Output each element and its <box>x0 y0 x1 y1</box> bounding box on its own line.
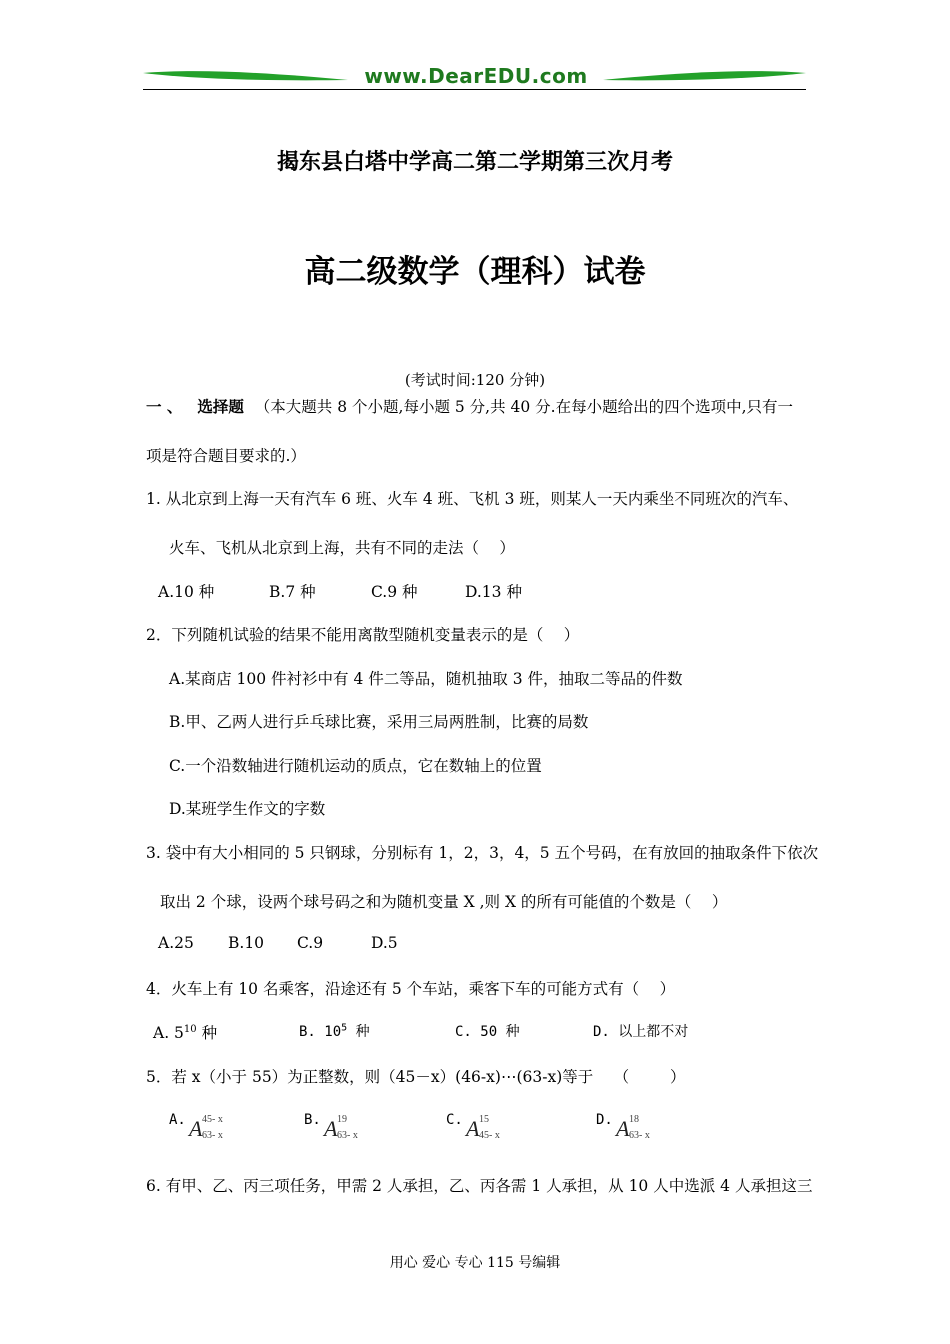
q2-option-a: A.某商店 100 件衬衫中有 4 件二等品，随机抽取 3 件，抽取二等品的件数 <box>169 670 683 688</box>
q5-option-b <box>304 1112 384 1146</box>
exam-time: (考试时间:120 分钟) <box>404 371 546 389</box>
q5-option-c-sup: 15 <box>479 1114 489 1125</box>
q4-option-b-unit: 种 <box>347 1024 370 1040</box>
q1-stem-cont: 火车、飞机从北京到上海，共有不同的走法（ ） <box>169 539 515 557</box>
q5-option-b-sub: 63- x <box>337 1130 358 1141</box>
q1-stem: 1. 从北京到上海一天有汽车 6 班、火车 4 班、飞机 3 班，则某人一天内乘坐不同班次的汽车、 <box>146 490 799 508</box>
q3-option-d: D.5 <box>371 934 398 952</box>
q2-option-b: B.甲、乙两人进行乒乓球比赛，采用三局两胜制，比赛的局数 <box>169 713 589 731</box>
q3-option-a: A.25 <box>158 934 194 952</box>
section-intro-cont: 项是符合题目要求的.） <box>146 447 306 465</box>
q3-option-b: B.10 <box>228 934 265 952</box>
q5-option-c <box>446 1112 526 1146</box>
q4-option-a-base: A. 5 <box>153 1024 184 1042</box>
q4-stem: 4．火车上有 10 名乘客，沿途还有 5 个车站，乘客下车的可能方式有（ ） <box>146 980 676 998</box>
q5-option-c-symbol: A <box>466 1116 480 1141</box>
header-rule <box>143 89 806 90</box>
page-footer: 用心 爱心 专心 115 号编辑 <box>389 1255 561 1271</box>
q3-stem-cont: 取出 2 个球，设两个球号码之和为随机变量 X ,则 X 的所有可能值的个数是（ ） <box>160 893 728 911</box>
header-banner <box>143 62 806 92</box>
q4-option-d: D. 以上都不对 <box>593 1024 689 1040</box>
q3-option-c: C.9 <box>297 934 324 952</box>
q5-option-a-sup: 45- x <box>202 1114 223 1125</box>
q6-stem: 6. 有甲、乙、丙三项任务，甲需 2 人承担，乙、丙各需 1 人承担，从 10 人中选派 4 人承担这三 <box>146 1177 813 1195</box>
q1-option-d: D.13 种 <box>465 583 522 601</box>
q3-stem: 3. 袋中有大小相同的 5 只钢球，分别标有 1，2，3，4，5 五个号码，在有放回的抽取条件下依次 <box>146 844 819 862</box>
q4-option-b-base: B. 10 <box>299 1024 342 1040</box>
q4-option-b-exponent: 5 <box>341 1022 348 1034</box>
q1-option-b: B.7 种 <box>269 583 316 601</box>
q5-option-b-label: B. <box>304 1112 321 1128</box>
q5-option-d-symbol: A <box>616 1116 630 1141</box>
q2-option-d: D.某班学生作文的字数 <box>169 800 326 818</box>
q5-option-a-sub: 63- x <box>202 1130 223 1141</box>
q5-option-d <box>596 1112 676 1146</box>
q4-option-a-exponent: 10 <box>183 1023 197 1035</box>
q5-option-b-symbol: A <box>324 1116 338 1141</box>
q5-option-d-sup: 18 <box>629 1114 639 1125</box>
left-swoosh-icon <box>143 70 348 84</box>
q5-option-c-sub: 45- x <box>479 1130 500 1141</box>
q2-option-c: C.一个沿数轴进行随机运动的质点，它在数轴上的位置 <box>169 757 542 775</box>
section-number: 一 、 <box>146 397 183 416</box>
q1-option-a: A.10 种 <box>158 583 215 601</box>
right-swoosh-icon <box>603 70 806 84</box>
section-intro: （本大题共 8 个小题,每小题 5 分,共 40 分.在每小题给出的四个选项中,只有一 <box>254 398 794 416</box>
q5-option-d-sub: 63- x <box>629 1130 650 1141</box>
q5-option-d-label: D. <box>596 1112 613 1128</box>
q5-option-a-symbol: A <box>189 1116 203 1141</box>
section-heading <box>146 395 793 417</box>
paper-title: 高二级数学（理科）试卷 <box>304 254 646 290</box>
q2-stem: 2．下列随机试验的结果不能用离散型随机变量表示的是（ ） <box>146 626 580 644</box>
q5-option-c-label: C. <box>446 1112 463 1128</box>
q4-option-a-unit: 种 <box>196 1024 218 1042</box>
q1-option-c: C.9 种 <box>371 583 418 601</box>
q5-option-b-sup: 19 <box>337 1114 347 1125</box>
q4-option-b <box>299 1021 370 1041</box>
q5-option-a <box>169 1112 249 1146</box>
q4-option-c: C. 50 种 <box>455 1024 520 1040</box>
school-title: 揭东县白塔中学高二第二学期第三次月考 <box>276 149 673 175</box>
q5-stem: 5．若 x（小于 55）为正整数，则（45－x）(46-x)⋯(63-x)等于 （ ） <box>146 1068 686 1086</box>
q4-option-a <box>153 1021 217 1043</box>
q5-option-a-label: A. <box>169 1112 186 1128</box>
brand-logo-text: www.DearEDU.com <box>364 64 588 88</box>
section-name: 选择题 <box>197 397 244 416</box>
